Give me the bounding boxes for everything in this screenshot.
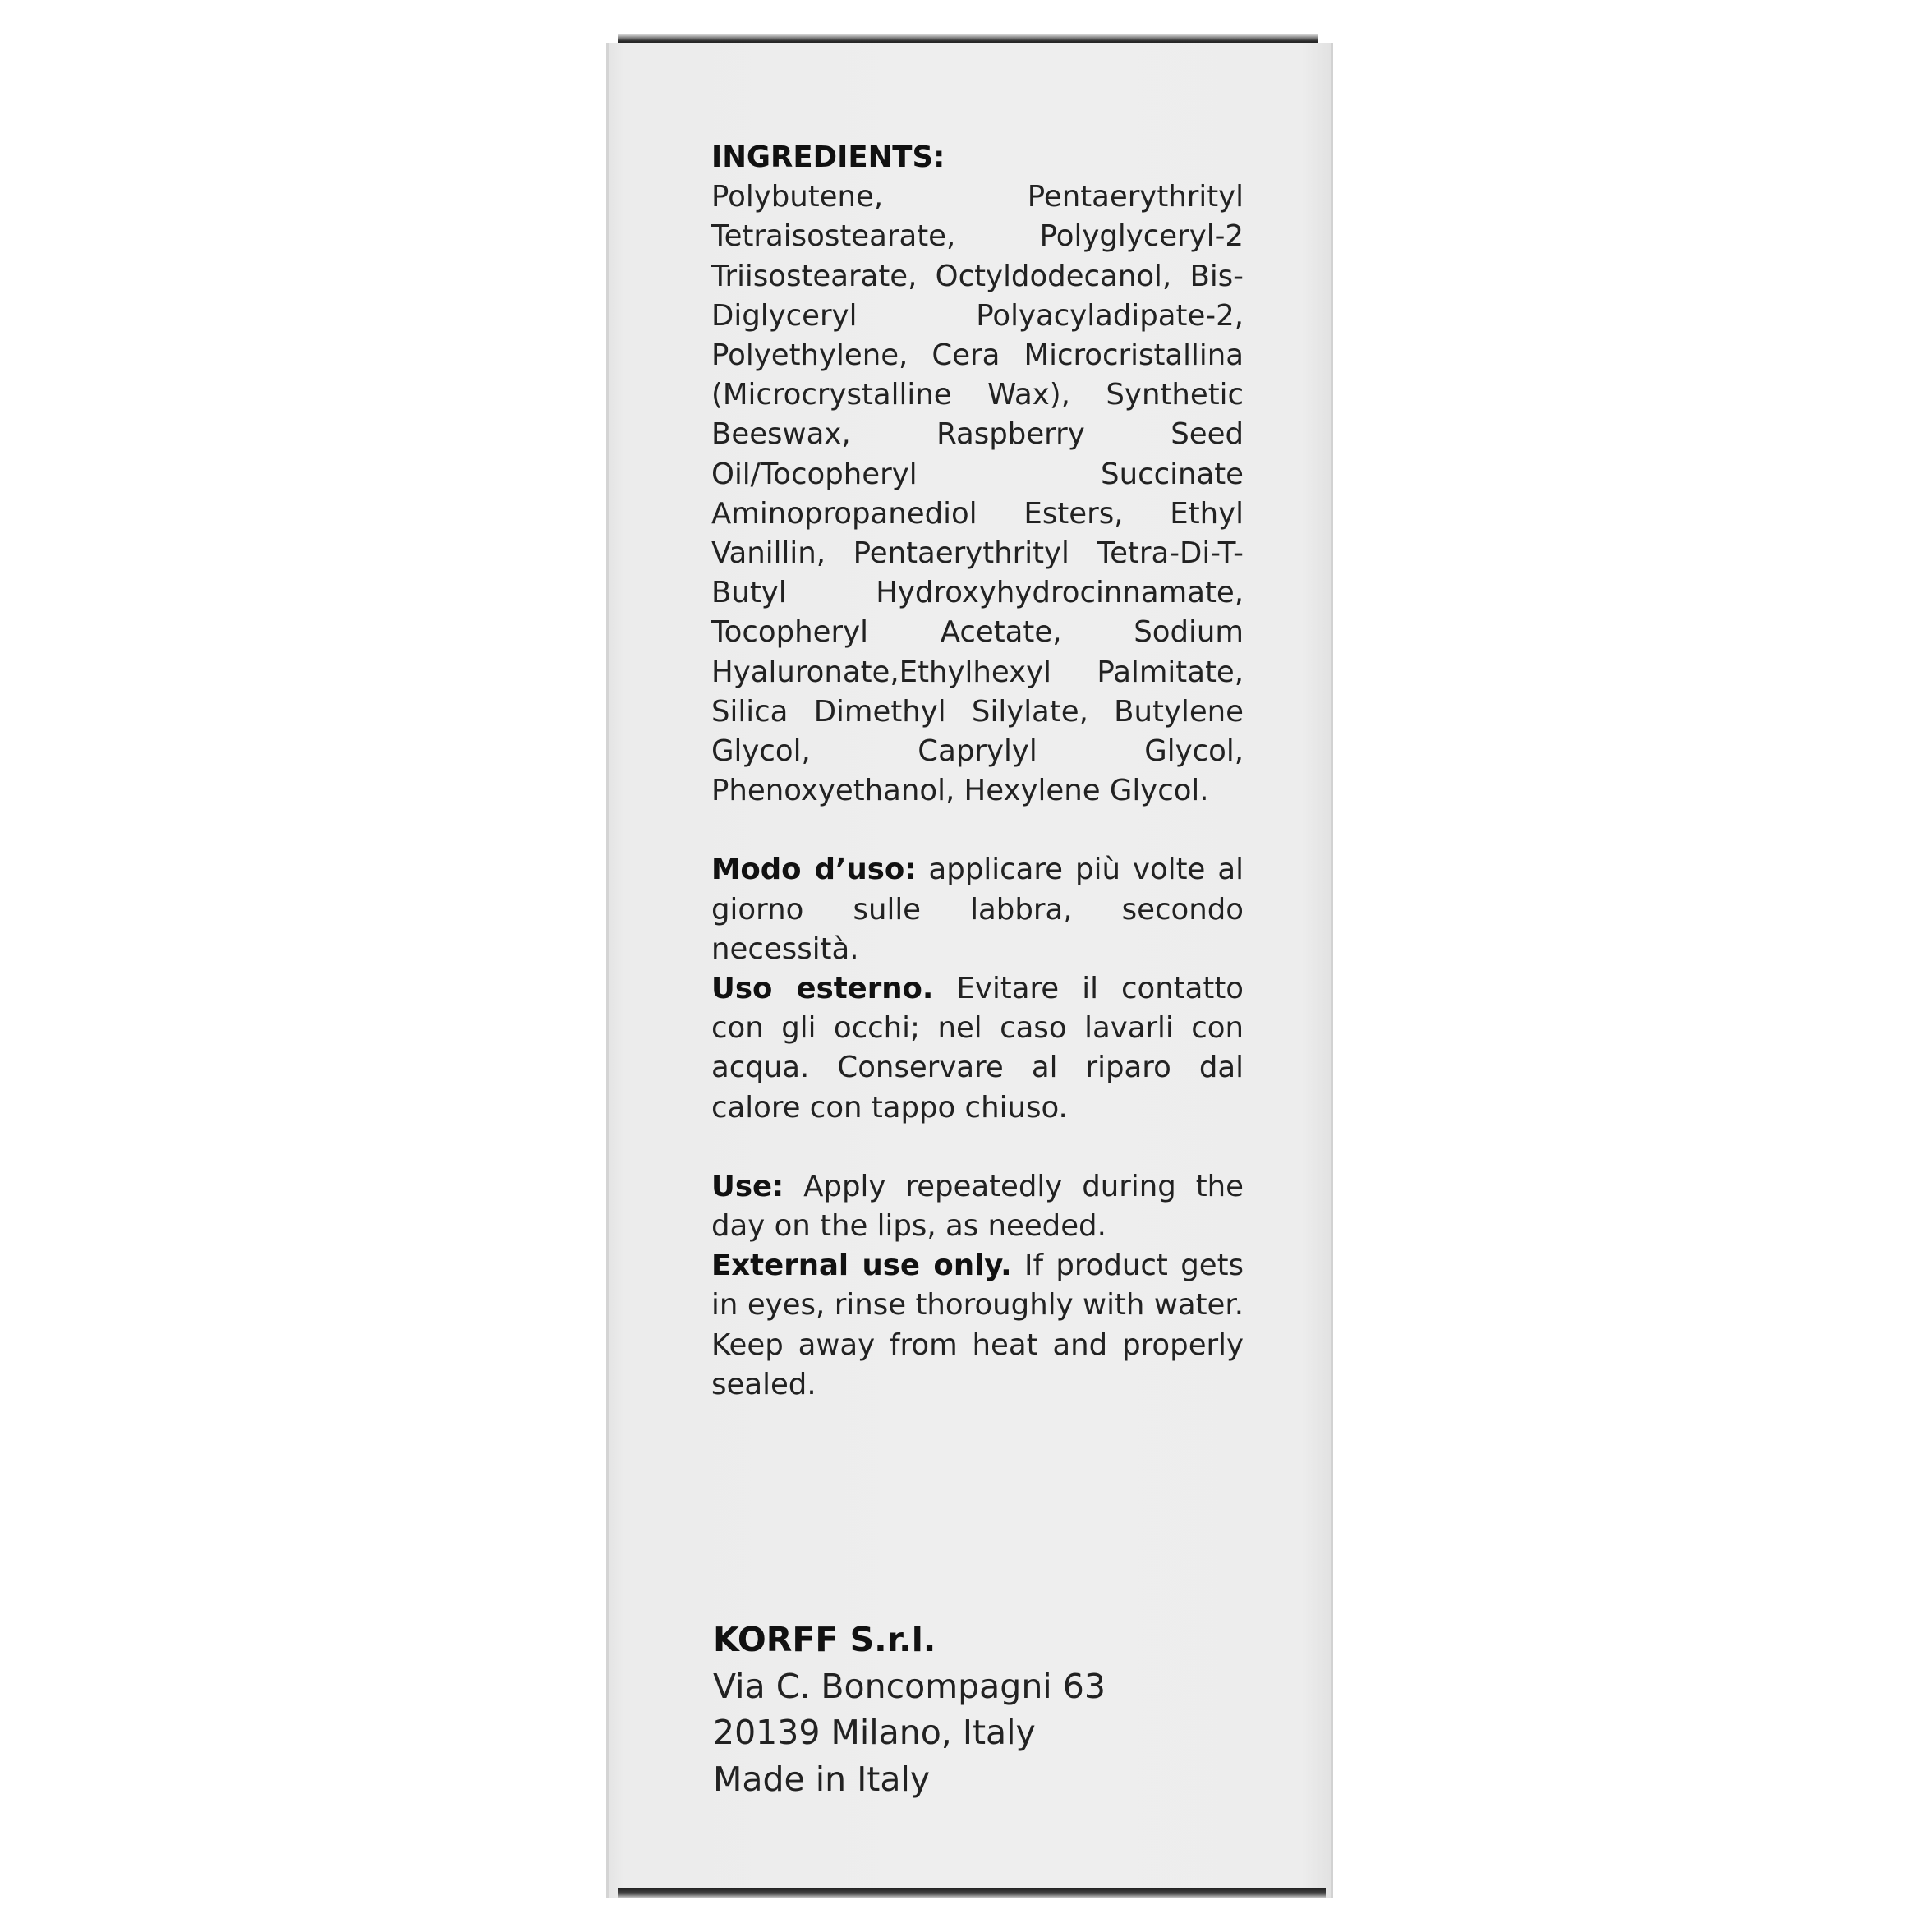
english-external-text: If product gets in eyes, rinse thoroughly with water. Keep away from heat and properly sealed. xyxy=(711,1249,1244,1401)
italian-external-text: Evitare il contatto con gli occhi; nel caso lavarli con acqua. Conservare al riparo dal calore con tappo chiuso. xyxy=(711,972,1244,1125)
italian-use-label: Modo d’uso: xyxy=(711,853,917,887)
italian-use-text: applicare più volte al giorno sulle labbra, secondo necessità. xyxy=(711,853,1244,966)
manufacturer-street: Via C. Boncompagni 63 xyxy=(713,1666,1106,1706)
english-external-label: External use only. xyxy=(711,1249,1012,1283)
english-warning xyxy=(711,1246,1244,1405)
ingredients-list: Polybutene, Pentaerythrityl Tetraisostearate, Polyglyceryl-2 Triisostearate, Octyldodecanol, Bis-Diglyceryl Polyacyladipate-2, Polyethylene, Cera Microcristallina (Microcrystalline Wax), Synthetic Beeswax, Raspberry Seed Oil/Tocopheryl Succinate Aminopropanediol Esters, Ethyl Vanillin, Pentaerythrityl Tetra-Di-T-Butyl Hydroxyhydrocinnamate, Tocopheryl Acetate, Sodium Hyaluronate,Ethylhexyl Palmitate, Silica Dimethyl Silylate, Butylene Glycol, Caprylyl Glycol, Phenoxyethanol, Hexylene Glycol. xyxy=(711,180,1244,808)
english-usage xyxy=(711,1167,1244,1246)
ingredients-heading: INGREDIENTS: xyxy=(711,140,945,174)
english-use-text: Apply repeatedly during the day on the lips, as needed. xyxy=(711,1169,1244,1244)
manufacturer-city: 20139 Milano, Italy xyxy=(713,1713,1036,1752)
manufacturer-origin: Made in Italy xyxy=(713,1759,931,1799)
manufacturer-name: KORFF S.r.l. xyxy=(713,1620,936,1659)
box-bottom-edge xyxy=(618,1888,1326,1898)
manufacturer-address xyxy=(713,1617,1106,1802)
italian-warning xyxy=(711,969,1244,1128)
label-text-block xyxy=(711,138,1244,1405)
italian-external-label: Uso esterno. xyxy=(711,972,934,1006)
ingredients-section xyxy=(711,138,1244,811)
english-use-label: Use: xyxy=(711,1169,784,1203)
italian-usage xyxy=(711,850,1244,969)
